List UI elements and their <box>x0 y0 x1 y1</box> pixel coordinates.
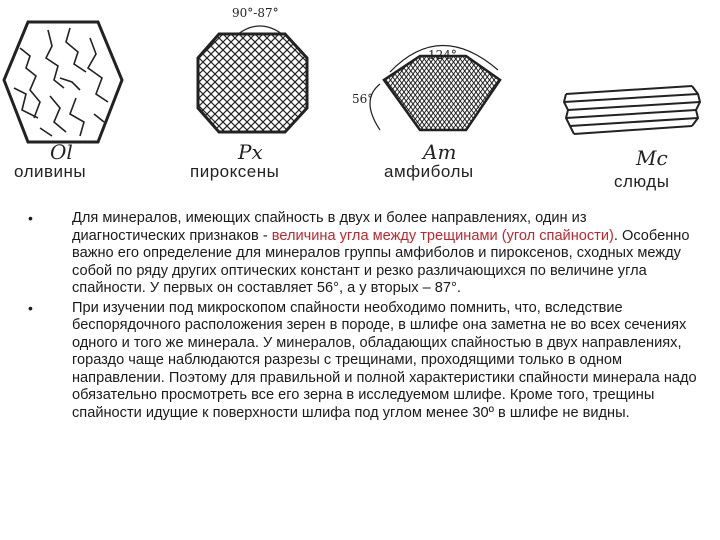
p2-text: При изучении под микроскопом спайности необходимо помнить, что, вследствие беспорядочного расположения зерен в породе, в шлифе она заметна не во всех сечениях одного и того же минерала. У минералов, обладающих спайностью в двух направлениях, гораздо чаще наблюдаются разрезы с трещинами, проходящими только в одном направлении. Поэтому для правильной и полной характеристики спайности минерала надо обязательно просмотреть все его зерна в исследуемом шлифе. Кроме того, трещины спайности идущие к поверхности шлифа под углом менее 30º в шлифе не видны. <box>72 299 697 421</box>
p1-text-end: . Особенно важно его определение для минералов группы амфиболов и пироксенов, сходных между собой по ряду других оптических констант и резко различающихся по величине угла спайности. У первых он составляет 56°, а у вторых – 87°. <box>72 227 690 296</box>
figure-row <box>0 0 720 205</box>
pyroxene-drawing <box>195 30 310 135</box>
amphibole-drawing <box>350 20 510 140</box>
mica-abbr: Mc <box>636 146 668 170</box>
bullet: • <box>28 210 33 226</box>
amphibole-angle-side: 56° <box>352 92 374 106</box>
olivine-name: оливины <box>14 162 87 181</box>
amphibole-angle-top: 124° <box>428 48 457 62</box>
pyroxene-abbr: Px <box>238 140 263 164</box>
paragraph-microscope <box>28 300 700 423</box>
bullet: • <box>28 299 33 316</box>
pyroxene-angle-label: 90°-87° <box>232 6 279 20</box>
text-block <box>28 210 700 424</box>
amphibole-abbr: Am <box>423 140 457 164</box>
p1-highlight: величина угла между трещинами (угол спайности) <box>271 227 614 244</box>
amphibole-name: амфиболы <box>384 162 474 181</box>
olivine-drawing <box>0 18 125 148</box>
p1-text-start: Для минералов, имеющих спайность в двух и более направлениях, один из диагностических признаков - <box>72 210 587 244</box>
mica-drawing <box>560 80 705 140</box>
paragraph-cleavage-angle <box>28 210 700 298</box>
olivine-abbr: Ol <box>50 140 73 164</box>
pyroxene-name: пироксены <box>190 162 280 181</box>
mica-name: слюды <box>614 172 670 191</box>
